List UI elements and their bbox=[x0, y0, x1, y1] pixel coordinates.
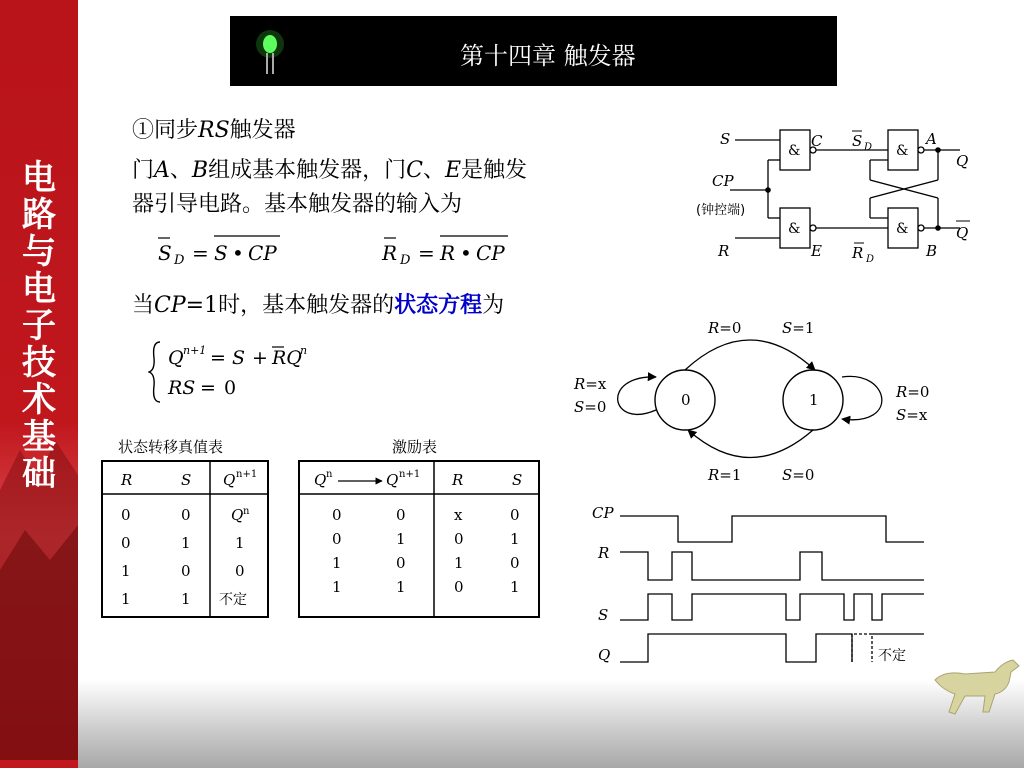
svg-text:&: & bbox=[896, 221, 909, 237]
svg-text:+: + bbox=[252, 347, 268, 369]
svg-text:=: = bbox=[192, 241, 209, 265]
svg-text:&: & bbox=[788, 143, 801, 159]
svg-text:1: 1 bbox=[332, 554, 342, 572]
svg-text:Q: Q bbox=[168, 347, 184, 369]
svg-text:•: • bbox=[460, 241, 472, 265]
svg-text:1: 1 bbox=[454, 554, 464, 572]
label-s: S bbox=[720, 130, 731, 148]
svg-text:0: 0 bbox=[396, 506, 406, 524]
svg-text:1: 1 bbox=[510, 530, 520, 548]
svg-text:0: 0 bbox=[121, 506, 131, 524]
svg-text:S=0: S=0 bbox=[574, 398, 607, 416]
section-heading: ①同步RS触发器 bbox=[132, 118, 296, 143]
svg-text:A: A bbox=[926, 130, 937, 148]
svg-text:1: 1 bbox=[121, 590, 131, 608]
label-r: R bbox=[718, 242, 730, 260]
svg-text:0: 0 bbox=[396, 554, 406, 572]
wave-label-cp: CP bbox=[592, 504, 614, 522]
svg-text:D: D bbox=[174, 253, 185, 268]
svg-text:0: 0 bbox=[181, 562, 191, 580]
svg-text:R=0: R=0 bbox=[708, 319, 742, 337]
svg-text:D: D bbox=[864, 142, 873, 153]
svg-text:0: 0 bbox=[510, 554, 520, 572]
svg-text:0: 0 bbox=[454, 530, 464, 548]
svg-text:S: S bbox=[852, 132, 863, 150]
state-equation bbox=[148, 338, 348, 406]
svg-text:R: R bbox=[440, 241, 456, 265]
svg-text:0: 0 bbox=[121, 534, 131, 552]
svg-text:0: 0 bbox=[235, 562, 245, 580]
bottom-landscape bbox=[78, 680, 1024, 768]
svg-text:Q: Q bbox=[956, 152, 969, 170]
svg-text:CP: CP bbox=[248, 241, 277, 265]
svg-text:1: 1 bbox=[121, 562, 131, 580]
state-1: 1 bbox=[809, 391, 819, 409]
state-equation-intro: 当CP=1时，基本触发器的状态方程为 bbox=[132, 292, 505, 318]
svg-text:1: 1 bbox=[332, 578, 342, 596]
svg-text:Q: Q bbox=[956, 224, 969, 242]
svg-text:不定: 不定 bbox=[219, 592, 247, 608]
svg-text:B: B bbox=[926, 242, 938, 260]
svg-text:1: 1 bbox=[235, 534, 245, 552]
svg-text:n+1: n+1 bbox=[236, 469, 258, 480]
label-cp-note: (钟控端) bbox=[696, 203, 746, 218]
horse-icon bbox=[925, 650, 1024, 730]
svg-text:0: 0 bbox=[181, 506, 191, 524]
svg-text:x: x bbox=[454, 506, 463, 524]
svg-text:R=0: R=0 bbox=[896, 383, 930, 401]
rs-flipflop-circuit bbox=[690, 118, 990, 270]
svg-text:=: = bbox=[200, 377, 216, 399]
led-icon bbox=[250, 26, 290, 76]
svg-text:S: S bbox=[232, 347, 246, 369]
wave-label-r: R bbox=[598, 544, 610, 562]
page-title: 第十四章 触发器 bbox=[460, 42, 636, 70]
svg-text:Q: Q bbox=[223, 471, 236, 489]
svg-text:S=x: S=x bbox=[896, 406, 928, 424]
svg-text:R=x: R=x bbox=[574, 375, 607, 393]
svg-text:0: 0 bbox=[224, 377, 237, 399]
svg-text:n: n bbox=[326, 469, 333, 480]
timing-waveform bbox=[590, 500, 930, 670]
undefined-label: 不定 bbox=[878, 648, 906, 664]
wave-label-s: S bbox=[598, 606, 609, 624]
svg-text:S=1: S=1 bbox=[782, 319, 815, 337]
svg-text:0: 0 bbox=[332, 530, 342, 548]
svg-text:S: S bbox=[512, 471, 523, 489]
excitation-table bbox=[298, 460, 540, 618]
svg-text:&: & bbox=[788, 221, 801, 237]
svg-text:0: 0 bbox=[332, 506, 342, 524]
svg-text:=: = bbox=[418, 241, 435, 265]
svg-text:R=1: R=1 bbox=[708, 466, 742, 484]
svg-text:Q: Q bbox=[231, 506, 244, 524]
label-e: E bbox=[811, 242, 822, 260]
label-cp: CP bbox=[712, 172, 734, 190]
svg-text:n+1: n+1 bbox=[399, 469, 421, 480]
excitation-table-caption: 激励表 bbox=[392, 438, 438, 456]
svg-text:&: & bbox=[896, 143, 909, 159]
label-c: C bbox=[811, 132, 823, 150]
svg-text:1: 1 bbox=[181, 534, 191, 552]
state-diagram bbox=[570, 315, 940, 487]
svg-text:1: 1 bbox=[396, 578, 406, 596]
paragraph-line-2: 器引导电路。基本触发器的输入为 bbox=[132, 192, 463, 217]
svg-text:Q: Q bbox=[386, 471, 399, 489]
input-equations bbox=[150, 228, 530, 270]
svg-text:S: S bbox=[158, 241, 172, 265]
svg-text:R: R bbox=[121, 471, 133, 489]
svg-text:n: n bbox=[300, 344, 308, 357]
svg-text:•: • bbox=[232, 241, 244, 265]
truth-table bbox=[101, 460, 269, 618]
svg-text:CP: CP bbox=[476, 241, 505, 265]
svg-text:S: S bbox=[214, 241, 228, 265]
svg-text:0: 0 bbox=[454, 578, 464, 596]
svg-text:0: 0 bbox=[510, 506, 520, 524]
svg-text:1: 1 bbox=[181, 590, 191, 608]
wave-label-q: Q bbox=[598, 646, 611, 664]
svg-text:Q: Q bbox=[314, 471, 327, 489]
paragraph-line-1: 门A、B组成基本触发器，门C、E是触发 bbox=[132, 158, 528, 183]
svg-text:D: D bbox=[400, 253, 411, 268]
svg-text:1: 1 bbox=[396, 530, 406, 548]
svg-text:R: R bbox=[382, 241, 398, 265]
svg-text:R: R bbox=[452, 471, 464, 489]
svg-text:n: n bbox=[243, 506, 250, 517]
svg-text:S: S bbox=[181, 471, 192, 489]
svg-text:n+1: n+1 bbox=[183, 344, 207, 357]
state-0: 0 bbox=[681, 391, 691, 409]
state-equation-highlight: 状态方程 bbox=[394, 292, 483, 318]
svg-text:1: 1 bbox=[510, 578, 520, 596]
svg-text:R: R bbox=[852, 244, 864, 262]
sidebar-title: 电 路 与 电 子 技 术 基 础 bbox=[22, 158, 56, 494]
svg-text:D: D bbox=[866, 254, 875, 265]
svg-text:RQ: RQ bbox=[272, 347, 302, 369]
svg-text:RS: RS bbox=[168, 377, 196, 399]
svg-text:=: = bbox=[210, 347, 226, 369]
svg-text:S=0: S=0 bbox=[782, 466, 815, 484]
truth-table-caption: 状态转移真值表 bbox=[118, 438, 224, 456]
